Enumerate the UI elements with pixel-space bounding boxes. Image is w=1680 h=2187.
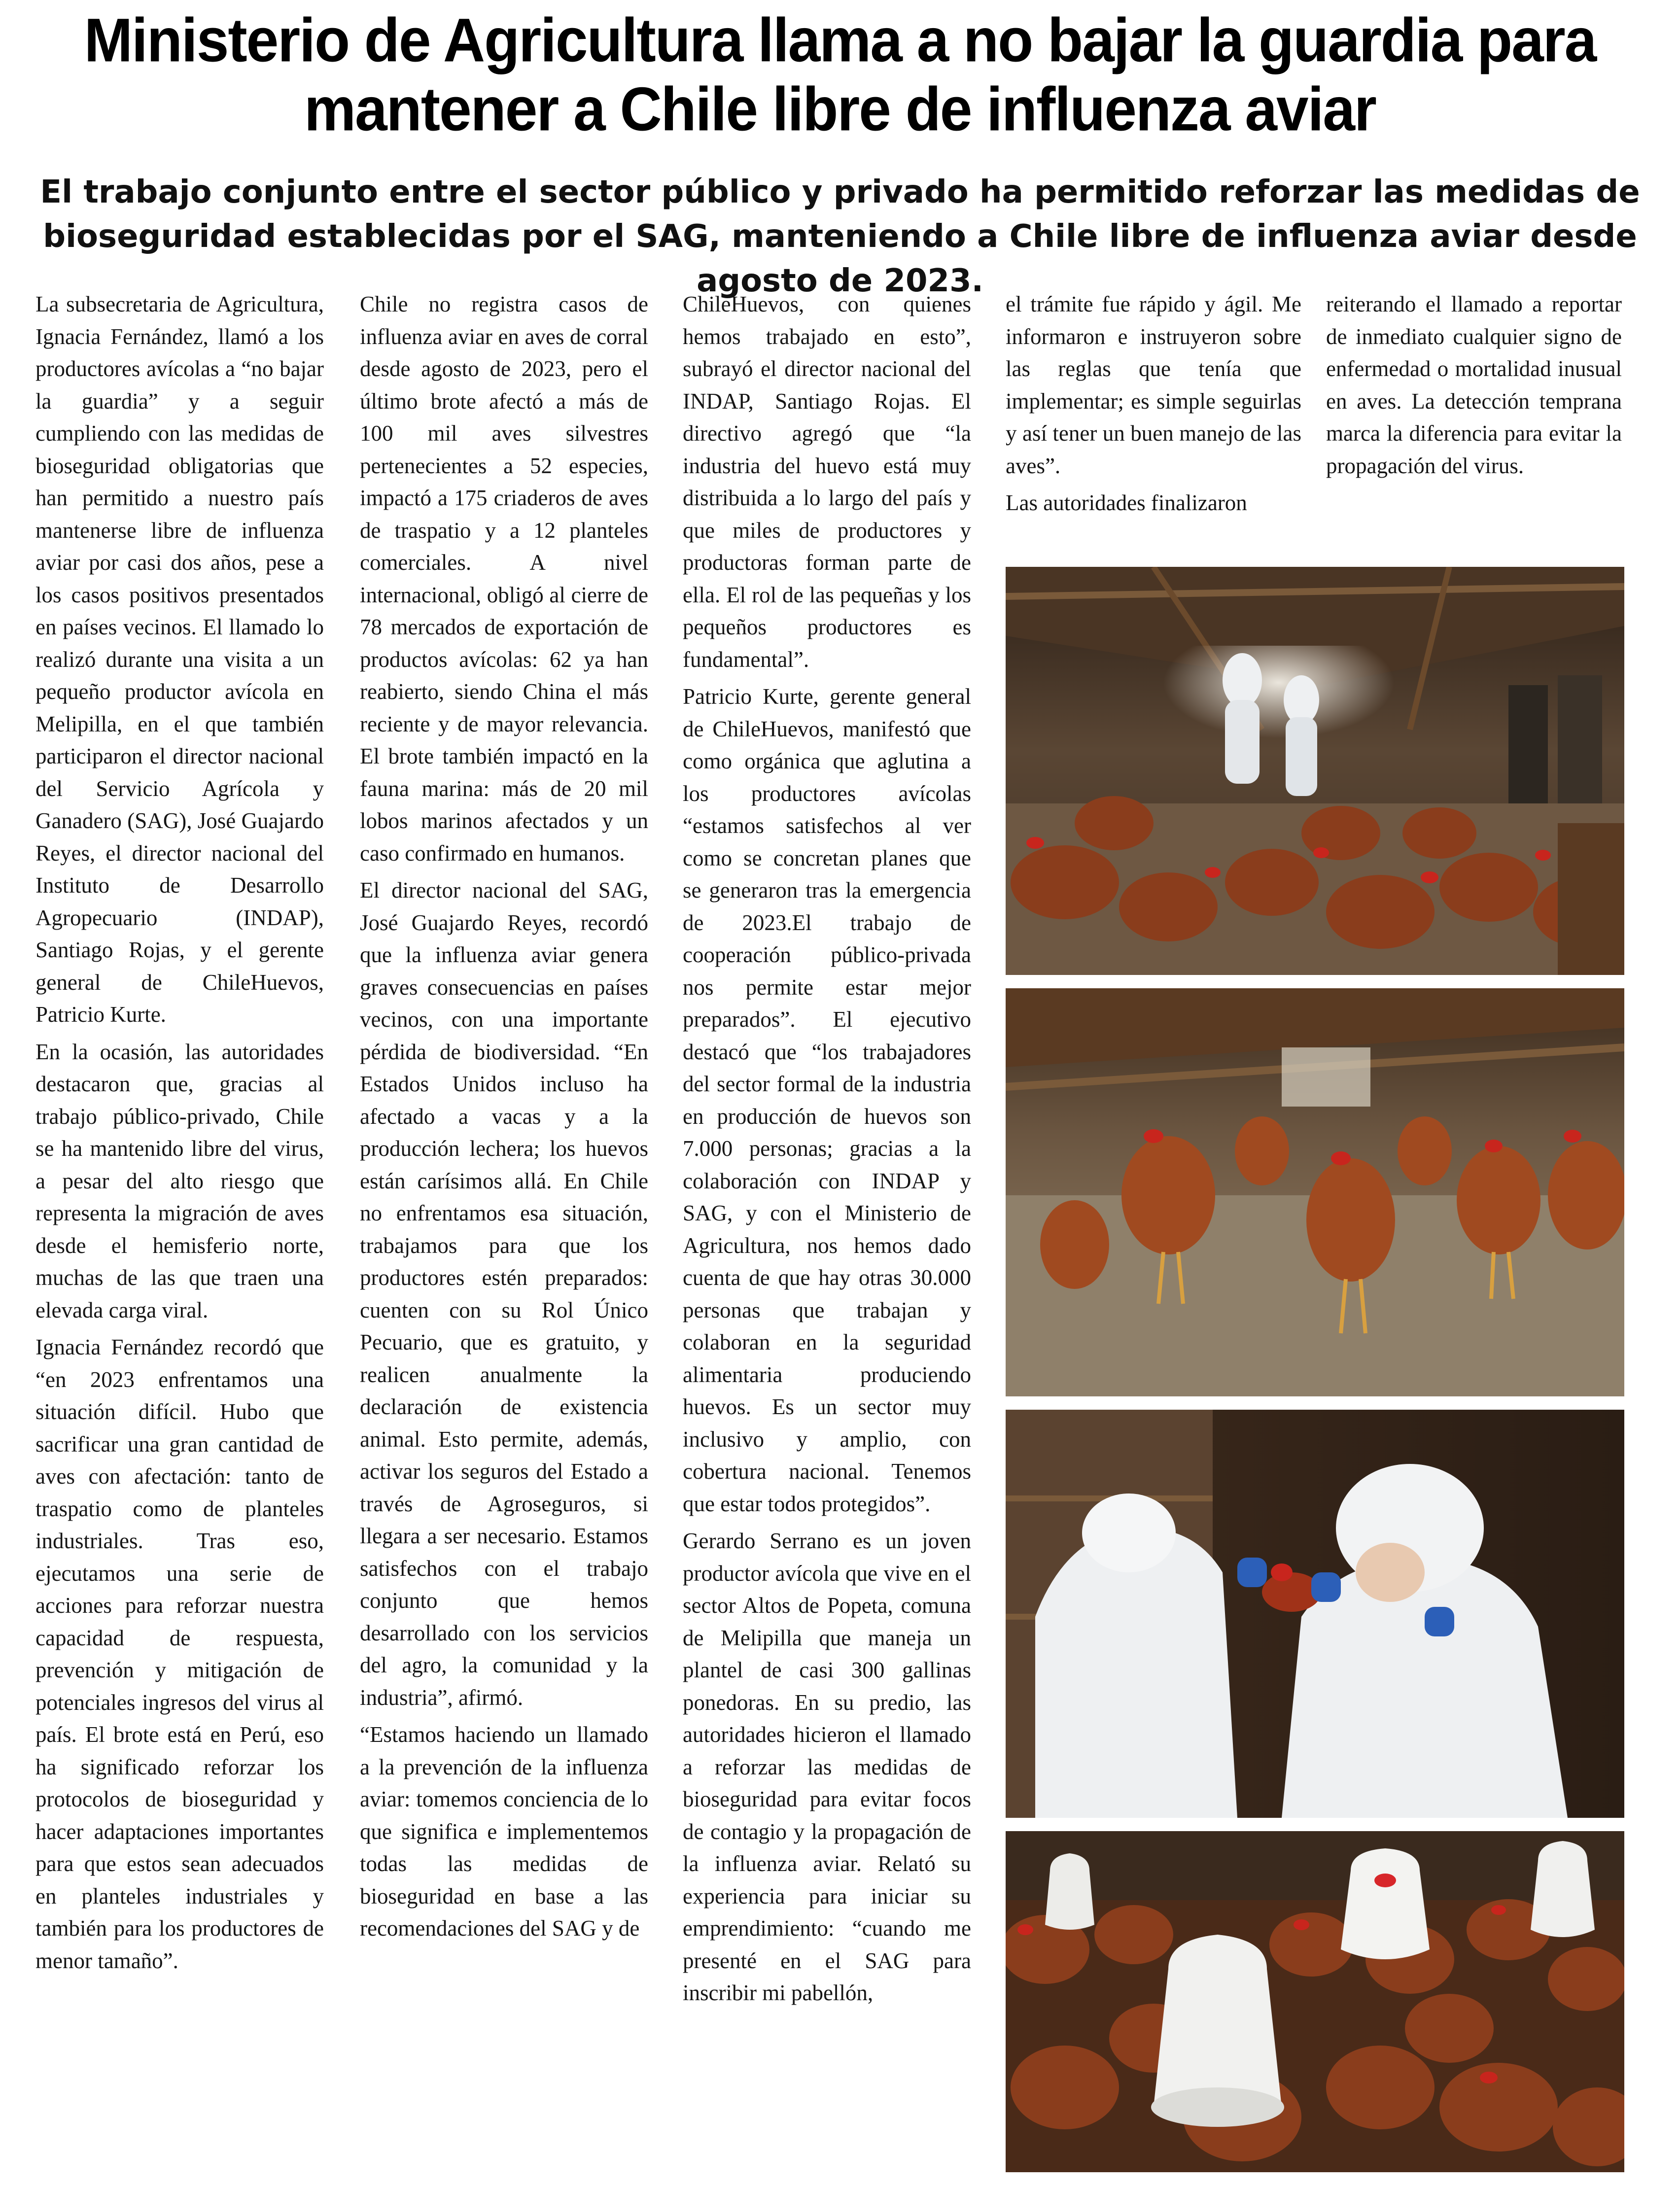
paragraph: El director nacional del SAG, José Guajardo Reyes, recordó que la influenza aviar genera graves consecuencias en países vecinos, con una importante pérdida de biodiversidad. “En Estados Unidos incluso ha afectado a vacas y a la producción lechera; los huevos están carísimos allá. En Chile no enfrentamos esa situación, trabajamos para que los productores estén preparados: cuenten con su Rol Único Pecuario, que es gratuito, y realicen anualmente la declaración de existencia animal. Esto permite, además, activar los seguros del Estado a través de Agroseguros, si llegara a ser necesario. Estamos satisfechos con el trabajo conjunto que hemos desarrollado con los servicios del agro, la comunidad y la industria”, afirmó.: [360, 878, 648, 1710]
paragraph: el trámite fue rápido y ágil. Me informaron e instruyeron sobre las reglas que tenía que implementar; es simple seguirlas y así tener un buen manejo de las aves”.: [1006, 292, 1301, 478]
paragraph: En la ocasión, las autoridades destacaron que, gracias al trabajo público-privado, Chile se ha mantenido libre del virus, a pesar del alto riesgo que representa la migración de aves desde el hemisferio norte, muchas de las que traen una elevada carga viral.: [35, 1039, 324, 1322]
article-column-3: [683, 288, 971, 2171]
paragraph: “Estamos haciendo un llamado a la prevención de la influenza aviar: tomemos conciencia de lo que significa e implementemos todas las medidas de bioseguridad en base a las recomendaciones del SAG y de: [360, 1722, 648, 1941]
article-column-2: [360, 288, 648, 2171]
brown-hens-image: [1006, 988, 1624, 1396]
headline: Ministerio de Agricultura llama a no bajar la guardia para mantener a Chile libre de influenza aviar: [84, 6, 1596, 144]
photo-hens-at-feeders: [1006, 1831, 1624, 2172]
article-column-1: [35, 288, 324, 2171]
paragraph: Patricio Kurte, gerente general de ChileHuevos, manifestó que como orgánica que aglutina a los productores avícolas “estamos satisfechos al ver como se concretan planes que se generaron tras la emergencia de 2023.El trabajo de cooperación público-privada nos permite estar mejor preparados”. El ejecutivo destacó que “los trabajadores del sector formal de la industria en producción de huevos son 7.000 personas; gracias a la colaboración con INDAP y SAG, y con el Ministerio de Agricultura, nos hemos dado cuenta de que hay otras 30.000 personas que trabajan y colaboran en la seguridad alimentaria produciendo huevos. Es un sector muy inclusivo y amplio, con cobertura nacional. Tenemos que estar todos protegidos”.: [683, 684, 971, 1516]
article-column-4: [1006, 288, 1301, 564]
photo-brown-hens: [1006, 988, 1624, 1396]
subheadline: El trabajo conjunto entre el sector público y privado ha permitido reforzar las medidas de bioseguridad establecidas por el SAG, manteniendo a Chile libre de influenza aviar desde agosto de 2023.: [40, 174, 1640, 299]
hens-in-barn-image: [1006, 567, 1624, 975]
paragraph: Chile no registra casos de influenza aviar en aves de corral desde agosto de 2023, pero el último brote afectó a más de 100 mil aves silvestres pertenecientes a 52 especies, impactó a 175 criaderos de aves de traspatio y a 12 planteles comerciales. A nivel internacional, obligó al cierre de 78 mercados de exportación de productos avícolas: 62 ya han reabierto, siendo China el más reciente y de mayor relevancia. El brote también impactó en la fauna marina: más de 20 mil lobos marinos afectados y un caso confirmado en humanos.: [360, 292, 648, 866]
paragraph: ChileHuevos, con quienes hemos trabajado en esto”, subrayó el director nacional del INDAP, Santiago Rojas. El directivo agregó que “la industria del huevo está muy distribuida a lo largo del país y que miles de productores y productoras forman parte de ella. El rol de las pequeñas y los pequeños productores es fundamental”.: [683, 292, 971, 672]
hens-at-feeders-image: [1006, 1831, 1624, 2172]
photo-hens-in-barn: [1006, 567, 1624, 975]
paragraph: Gerardo Serrano es un joven productor avícola que vive en el sector Altos de Popeta, comuna de Melipilla que maneja un plantel de casi 300 gallinas ponedoras. En su predio, las autoridades hicieron el llamado a reforzar las medidas de bioseguridad para evitar focos de contagio y la propagación de la influenza aviar. Relató su experiencia para iniciar su emprendimiento: “cuando me presenté en el SAG para inscribir mi pabellón,: [683, 1528, 971, 2005]
paragraph: Ignacia Fernández recordó que “en 2023 enfrentamos una situación difícil. Hubo que sacrificar una gran cantidad de aves con afectación: tanto de traspatio como de planteles industriales. Tras eso, ejecutamos una serie de acciones para reforzar nuestra capacidad de respuesta, prevención y mitigación de potenciales ingresos del virus al país. El brote está en Perú, eso ha significado reforzar los protocolos de bioseguridad y hacer adaptaciones importantes para que estos sean adecuados en planteles industriales y también para los productores de menor tamaño”.: [35, 1335, 324, 1973]
paragraph: La subsecretaria de Agricultura, Ignacia Fernández, llamó a los productores avícolas a “no bajar la guardia” y a seguir cumpliendo con las medidas de bioseguridad obligatorias que han permitido a nuestro país mantenerse libre de influenza aviar por casi dos años, pese a los casos positivos presentados en países vecinos. El llamado lo realizó durante una visita a un pequeño productor avícola en Melipilla, en el que también participaron el director nacional del Servicio Agrícola y Ganadero (SAG), José Guajardo Reyes, el director nacional del Instituto de Desarrollo Agropecuario (INDAP), Santiago Rojas, y el gerente general de ChileHuevos, Patricio Kurte.: [35, 292, 324, 1027]
paragraph: reiterando el llamado a reportar de inmediato cualquier signo de enfermedad o mortalidad inusual en aves. La detección temprana marca la diferencia para evitar la propagación del virus.: [1326, 292, 1622, 478]
technicians-sampling-image: [1006, 1410, 1624, 1818]
paragraph: Las autoridades finalizaron: [1006, 490, 1247, 515]
article-column-5: [1326, 288, 1622, 564]
photo-technicians-sampling: [1006, 1410, 1624, 1818]
